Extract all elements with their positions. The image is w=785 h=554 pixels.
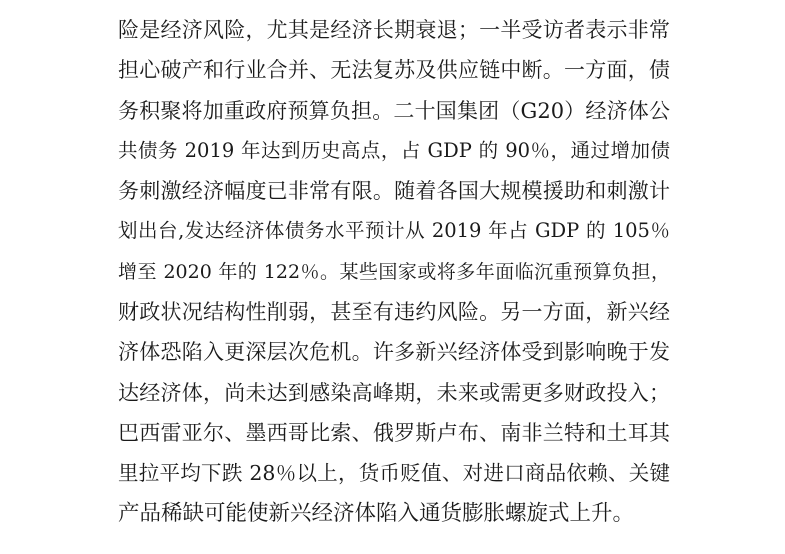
text-line: 共债务 2019 年达到历史高点，占 GDP 的 90％，通过增加债 [118,138,670,162]
text-line: 里拉平均下跌 28％以上，货币贬值、对进口商品依赖、关键 [118,461,670,486]
text-line: 务刺激经济幅度已非常有限。随着各国大规模援助和刺激计 [118,179,670,204]
text-line: 增至 2020 年的 122％。某些国家或将多年面临沉重预算负担， [118,260,670,283]
text-line: 达经济体，尚未达到感染高峰期，未来或需更多财政投入； [118,380,670,405]
text-line: 产品稀缺可能使新兴经济体陷入通货膨胀螺旋式上升。 [118,500,635,526]
text-line: 财政状况结构性削弱，甚至有违约风险。另一方面，新兴经 [118,300,670,325]
body-paragraph [118,10,670,534]
text-line: 务积聚将加重政府预算负担。二十国集团（G20）经济体公 [118,98,670,123]
text-line: 巴西雷亚尔、墨西哥比索、俄罗斯卢布、南非兰特和土耳其 [118,420,670,445]
text-line: 担心破产和行业合并、无法复苏及供应链中断。一方面，债 [118,58,670,83]
text-line: 险是经济风险，尤其是经济长期衰退；一半受访者表示非常 [118,18,670,42]
text-line: 划出台,发达经济体债务水平预计从 2019 年占 GDP 的 105％ [118,219,670,243]
text-line: 济体恐陷入更深层次危机。许多新兴经济体受到影响晚于发 [118,340,670,365]
